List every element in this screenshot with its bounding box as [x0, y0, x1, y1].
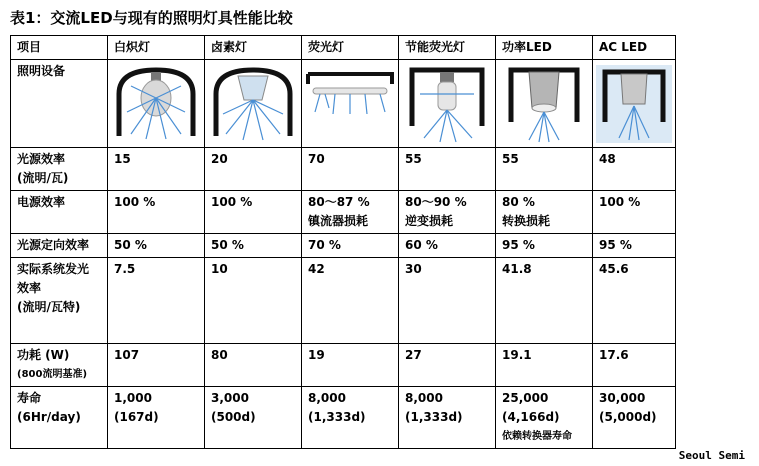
cell: 30,000 (5,000d) — [593, 387, 676, 449]
cell: 7.5 — [108, 258, 205, 344]
fixture-row — [11, 60, 676, 148]
cell: 25,000 (4,166d) 依赖转换器寿命 — [496, 387, 593, 449]
cell: 100 % — [593, 191, 676, 234]
cell: 100 % — [205, 191, 302, 234]
header-cfl: 节能荧光灯 — [399, 36, 496, 60]
fixture-power-led — [496, 60, 593, 148]
fluorescent-lamp-icon — [305, 64, 395, 144]
cell: 27 — [399, 344, 496, 387]
cell: 60 % — [399, 234, 496, 258]
fixture-cfl — [399, 60, 496, 148]
cell: 19 — [302, 344, 399, 387]
halogen-lamp-icon — [208, 64, 298, 144]
system-efficacy-row — [11, 258, 676, 344]
header-ac-led: AC LED — [593, 36, 676, 60]
cell: 70 % — [302, 234, 399, 258]
cell: 41.8 — [496, 258, 593, 344]
loss-note: 镇流器损耗 — [308, 214, 369, 228]
header-halogen: 卤素灯 — [205, 36, 302, 60]
header-power-led: 功率LED — [496, 36, 593, 60]
cell: 20 — [205, 148, 302, 191]
power-consumption-label: 功耗 (W) (800流明基准) — [11, 344, 108, 387]
fixture-incandescent — [108, 60, 205, 148]
lifetime-row — [11, 387, 676, 449]
cell: 80 — [205, 344, 302, 387]
directional-efficiency-row — [11, 234, 676, 258]
converter-note: 依赖转换器寿命 — [502, 431, 572, 442]
cfl-lamp-icon — [402, 64, 492, 144]
cell: 3,000 (500d) — [205, 387, 302, 449]
source-credit: Seoul Semi — [678, 449, 745, 462]
cell: 80 % 转换损耗 — [496, 191, 593, 234]
loss-note: 逆变损耗 — [405, 214, 454, 228]
cell: 10 — [205, 258, 302, 344]
cell: 48 — [593, 148, 676, 191]
cell: 45.6 — [593, 258, 676, 344]
header-item: 项目 — [11, 36, 108, 60]
fixture-fluorescent — [302, 60, 399, 148]
incandescent-lamp-icon — [111, 64, 201, 144]
cell: 30 — [399, 258, 496, 344]
cell: 50 % — [108, 234, 205, 258]
fixture-label: 照明设备 — [11, 60, 108, 148]
cell: 42 — [302, 258, 399, 344]
power-efficiency-row — [11, 191, 676, 234]
cell: 95 % — [496, 234, 593, 258]
comparison-table — [10, 35, 676, 449]
fixture-halogen — [205, 60, 302, 148]
cell: 80～90 % 逆变损耗 — [399, 191, 496, 234]
ac-led-lamp-icon — [595, 64, 673, 144]
directional-efficiency-label: 光源定向效率 — [11, 234, 108, 258]
power-led-lamp-icon — [499, 64, 589, 144]
source-efficacy-row — [11, 148, 676, 191]
source-efficacy-label: 光源效率 (流明/瓦) — [11, 148, 108, 191]
cell: 55 — [399, 148, 496, 191]
fixture-ac-led — [593, 60, 676, 148]
lifetime-label: 寿命 (6Hr/day) — [11, 387, 108, 449]
cell: 8,000 (1,333d) — [302, 387, 399, 449]
loss-note: 转换损耗 — [502, 214, 551, 228]
header-row — [11, 36, 676, 60]
system-efficacy-label: 实际系统发光 效率 (流明/瓦特) — [11, 258, 108, 344]
cell: 1,000 (167d) — [108, 387, 205, 449]
header-incandescent: 白炽灯 — [108, 36, 205, 60]
cell: 15 — [108, 148, 205, 191]
power-consumption-row — [11, 344, 676, 387]
header-fluorescent: 荧光灯 — [302, 36, 399, 60]
cell: 19.1 — [496, 344, 593, 387]
power-efficiency-label: 电源效率 — [11, 191, 108, 234]
cell: 17.6 — [593, 344, 676, 387]
cell: 107 — [108, 344, 205, 387]
cell: 95 % — [593, 234, 676, 258]
cell: 100 % — [108, 191, 205, 234]
cell: 80～87 % 镇流器损耗 — [302, 191, 399, 234]
table-title: 表1：交流LED与现有的照明灯具性能比较 — [10, 9, 293, 27]
cell: 8,000 (1,333d) — [399, 387, 496, 449]
cell: 50 % — [205, 234, 302, 258]
cell: 70 — [302, 148, 399, 191]
cell: 55 — [496, 148, 593, 191]
